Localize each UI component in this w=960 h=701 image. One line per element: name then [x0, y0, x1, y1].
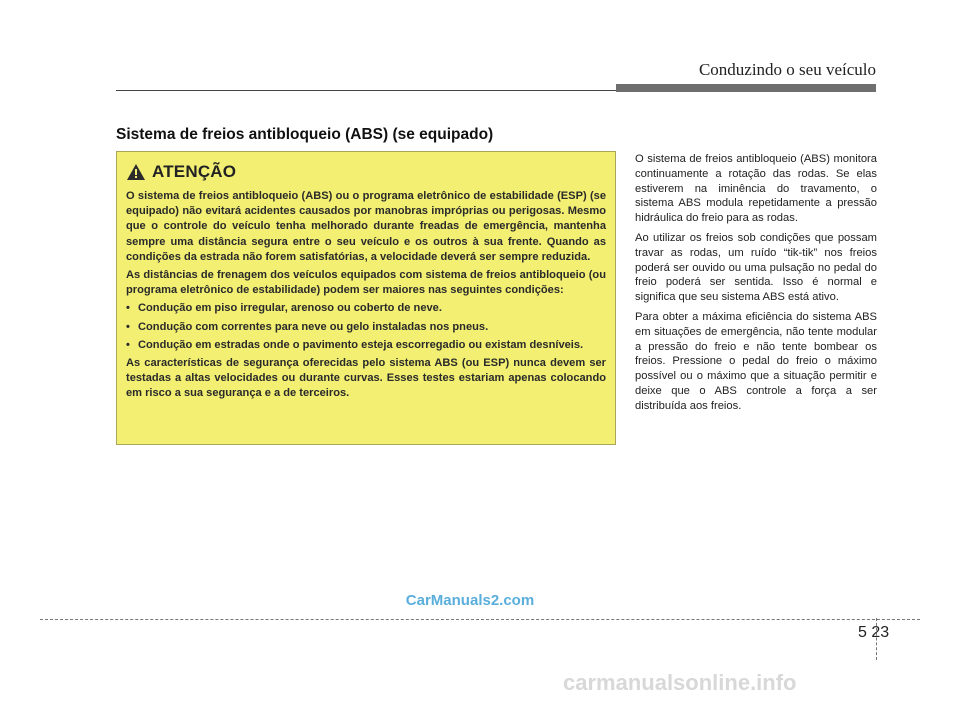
section-title: Sistema de freios antibloqueio (ABS) (se equipado): [116, 126, 494, 143]
header-bar: [616, 84, 876, 92]
page-number: 5 23: [858, 624, 890, 641]
warning-paragraph: As distâncias de frenagem dos veículos equipados com sistema de freios antibloqueio (ou programa eletrônico de estabilidade) podem ser maiores nas seguintes condições:: [126, 269, 606, 297]
warning-bullet-text: Condução com correntes para neve ou gelo instaladas nos pneus.: [138, 320, 489, 333]
footer-divider: [40, 619, 920, 620]
warning-bullet-text: Condução em piso irregular, arenoso ou coberto de neve.: [138, 302, 442, 315]
warning-bullet-text: Condução em estradas onde o pavimento esteja escorregadio ou existam desníveis.: [138, 338, 584, 351]
header-rule: [116, 90, 616, 91]
chapter-title: Conduzindo o seu veículo: [698, 60, 876, 79]
warning-header: [126, 162, 606, 182]
bullet-marker: •: [126, 302, 130, 315]
warning-bullet-item: [126, 320, 606, 335]
warning-title: ATENÇÃO: [152, 162, 237, 181]
warning-bullet-item: [126, 338, 606, 353]
warning-paragraph: O sistema de freios antibloqueio (ABS) ou o programa eletrônico de estabilidade (ESP) (se equipado) não evitará acidentes causados por manobras impróprias ou perigosas. Mesmo que o controle do veículo tenha melhorado durante freadas de emergência, mantenha sempre uma distância segura entre o seu veículo e os outros à sua frente. Quando as condições da estrada não forem satisfatórias, a velocidade deverá ser sempre reduzida.: [126, 190, 606, 263]
body-paragraph: Para obter a máxima eficiência do sistema ABS em situações de emergência, não tente modular a pressão do freio e não tente bombear os freios. Pressione o pedal do freio o máximo possível ou o máximo que a situação permitir e deixe que o ABS controle a força a ser distribuída aos freios.: [635, 310, 877, 412]
warning-bullet-list: [126, 301, 606, 353]
body-paragraph: O sistema de freios antibloqueio (ABS) monitora continuamente a rotação das rodas. Se elas estiverem na iminência do travamento, o sistema ABS modula repetidamente a pressão hidráulica do freio para as rodas.: [635, 153, 877, 225]
warning-box: [116, 151, 616, 445]
body-paragraph: Ao utilizar os freios sob condições que possam travar as rodas, um ruído “tik-tik” nos freios poderá ser ouvido ou uma pulsação no pedal do freio poderá ser sentida. Isso é normal e significa que seu sistema ABS está ativo.: [635, 231, 877, 304]
warning-bullet-item: [126, 301, 606, 316]
body-text-column: [635, 152, 877, 419]
watermark-carmanuals2[interactable]: CarManuals2.com: [405, 592, 535, 609]
warning-triangle-icon: [126, 163, 146, 181]
bullet-marker: •: [126, 338, 130, 351]
warning-closing: As características de segurança oferecidas pelo sistema ABS (ou ESP) nunca devem ser testadas a altas velocidades ou durante curvas. Esses testes estariam apenas colocando em risco a sua segurança e a de terceiros.: [126, 357, 606, 400]
watermark-carmanualsonline: carmanualsonline.info: [563, 670, 797, 695]
bullet-marker: •: [126, 320, 130, 333]
